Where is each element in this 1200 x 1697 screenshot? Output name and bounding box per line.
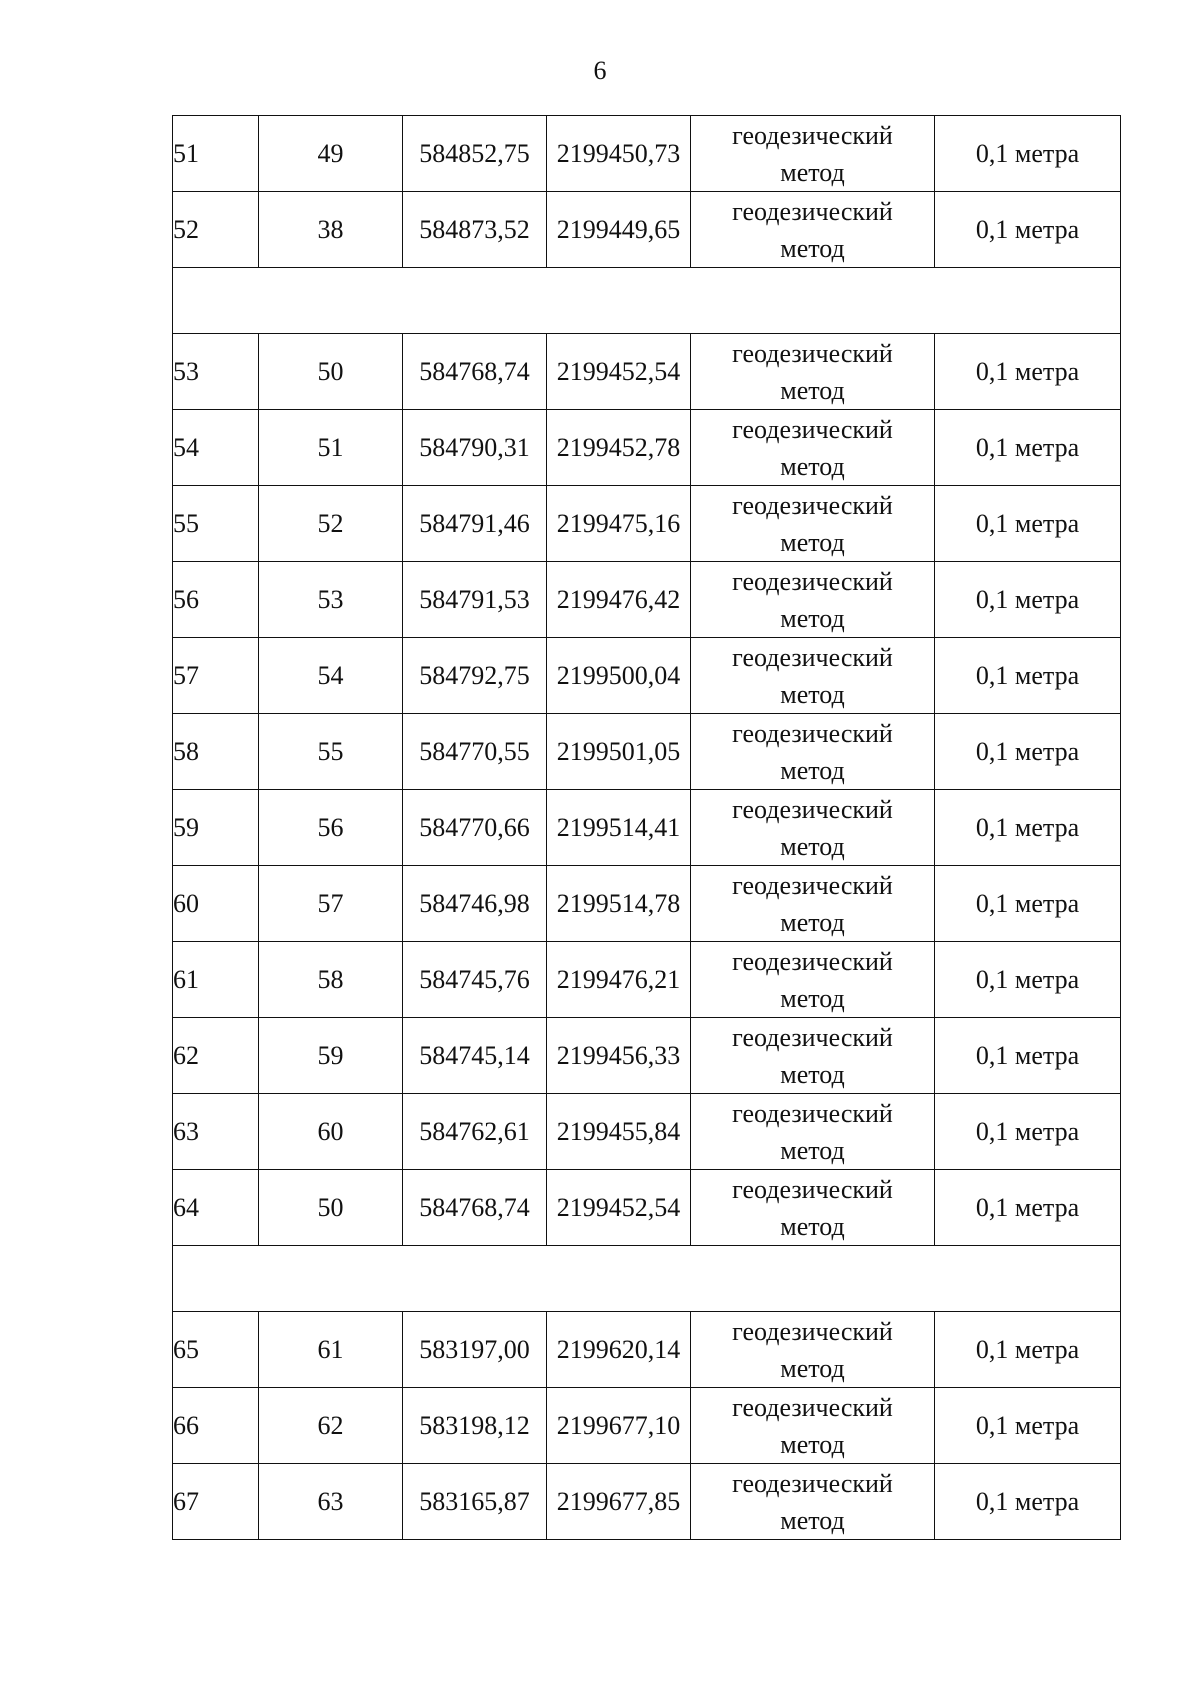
- prev-point-cell: 59: [259, 1018, 403, 1094]
- accuracy-cell: 0,1 метра: [935, 562, 1121, 638]
- y-coordinate-cell: 2199476,42: [547, 562, 691, 638]
- table-row: [173, 866, 1121, 942]
- x-coordinate-cell: 584768,74: [403, 334, 547, 410]
- table-row: [173, 638, 1121, 714]
- prev-point-cell: 49: [259, 116, 403, 192]
- method-line-2: метод: [780, 1353, 845, 1383]
- accuracy-cell: 0,1 метра: [935, 334, 1121, 410]
- method-cell: [691, 1388, 935, 1464]
- method-line-2: метод: [780, 451, 845, 481]
- method-line-2: метод: [780, 907, 845, 937]
- method-line-1: геодезический: [732, 642, 893, 672]
- point-number-cell: 60: [173, 866, 259, 942]
- y-coordinate-cell: 2199452,78: [547, 410, 691, 486]
- point-number-cell: 62: [173, 1018, 259, 1094]
- prev-point-cell: 60: [259, 1094, 403, 1170]
- method-line-1: геодезический: [732, 946, 893, 976]
- coordinates-table-body: [173, 116, 1121, 1540]
- method-line-2: метод: [780, 1429, 845, 1459]
- accuracy-cell: 0,1 метра: [935, 116, 1121, 192]
- table-row: [173, 116, 1121, 192]
- x-coordinate-cell: 584770,66: [403, 790, 547, 866]
- table-row: [173, 1464, 1121, 1540]
- x-coordinate-cell: 584746,98: [403, 866, 547, 942]
- y-coordinate-cell: 2199620,14: [547, 1312, 691, 1388]
- method-line-2: метод: [780, 375, 845, 405]
- accuracy-cell: 0,1 метра: [935, 1094, 1121, 1170]
- method-cell: [691, 1018, 935, 1094]
- prev-point-cell: 58: [259, 942, 403, 1018]
- method-cell: [691, 116, 935, 192]
- method-cell: [691, 714, 935, 790]
- table-row: [173, 334, 1121, 410]
- method-cell: [691, 486, 935, 562]
- x-coordinate-cell: 584770,55: [403, 714, 547, 790]
- accuracy-cell: 0,1 метра: [935, 638, 1121, 714]
- point-number-cell: 55: [173, 486, 259, 562]
- method-cell: [691, 866, 935, 942]
- x-coordinate-cell: 584852,75: [403, 116, 547, 192]
- table-row: [173, 1388, 1121, 1464]
- accuracy-cell: 0,1 метра: [935, 410, 1121, 486]
- prev-point-cell: 57: [259, 866, 403, 942]
- method-line-1: геодезический: [732, 196, 893, 226]
- method-cell: [691, 410, 935, 486]
- method-line-1: геодезический: [732, 1174, 893, 1204]
- x-coordinate-cell: 584873,52: [403, 192, 547, 268]
- method-cell: [691, 1094, 935, 1170]
- accuracy-cell: 0,1 метра: [935, 1388, 1121, 1464]
- method-cell: [691, 1170, 935, 1246]
- method-line-1: геодезический: [732, 870, 893, 900]
- prev-point-cell: 38: [259, 192, 403, 268]
- x-coordinate-cell: 584768,74: [403, 1170, 547, 1246]
- method-line-1: геодезический: [732, 1098, 893, 1128]
- method-line-1: геодезический: [732, 1468, 893, 1498]
- point-number-cell: 56: [173, 562, 259, 638]
- accuracy-cell: 0,1 метра: [935, 192, 1121, 268]
- y-coordinate-cell: 2199677,85: [547, 1464, 691, 1540]
- method-line-2: метод: [780, 157, 845, 187]
- method-line-2: метод: [780, 679, 845, 709]
- prev-point-cell: 52: [259, 486, 403, 562]
- table-row: [173, 1094, 1121, 1170]
- table-row: [173, 1170, 1121, 1246]
- x-coordinate-cell: 584791,53: [403, 562, 547, 638]
- page-number: 6: [593, 56, 607, 85]
- method-cell: [691, 562, 935, 638]
- x-coordinate-cell: 584745,14: [403, 1018, 547, 1094]
- table-row: [173, 1312, 1121, 1388]
- prev-point-cell: 50: [259, 334, 403, 410]
- point-number-cell: 51: [173, 116, 259, 192]
- coordinates-table: [172, 115, 1121, 1540]
- accuracy-cell: 0,1 метра: [935, 942, 1121, 1018]
- method-line-1: геодезический: [732, 718, 893, 748]
- method-line-2: метод: [780, 983, 845, 1013]
- method-cell: [691, 334, 935, 410]
- method-line-1: геодезический: [732, 1316, 893, 1346]
- prev-point-cell: 63: [259, 1464, 403, 1540]
- table-row: [173, 942, 1121, 1018]
- table-row: [173, 1018, 1121, 1094]
- method-line-1: геодезический: [732, 794, 893, 824]
- separator-row: [173, 1246, 1121, 1312]
- method-line-1: геодезический: [732, 414, 893, 444]
- point-number-cell: 63: [173, 1094, 259, 1170]
- method-line-2: метод: [780, 1135, 845, 1165]
- x-coordinate-cell: 583198,12: [403, 1388, 547, 1464]
- table-row: [173, 790, 1121, 866]
- y-coordinate-cell: 2199476,21: [547, 942, 691, 1018]
- method-line-2: метод: [780, 831, 845, 861]
- method-line-2: метод: [780, 1211, 845, 1241]
- y-coordinate-cell: 2199514,78: [547, 866, 691, 942]
- method-line-1: геодезический: [732, 120, 893, 150]
- prev-point-cell: 56: [259, 790, 403, 866]
- x-coordinate-cell: 584762,61: [403, 1094, 547, 1170]
- method-line-2: метод: [780, 1059, 845, 1089]
- method-cell: [691, 638, 935, 714]
- method-line-1: геодезический: [732, 338, 893, 368]
- method-line-1: геодезический: [732, 1392, 893, 1422]
- prev-point-cell: 54: [259, 638, 403, 714]
- point-number-cell: 54: [173, 410, 259, 486]
- y-coordinate-cell: 2199475,16: [547, 486, 691, 562]
- accuracy-cell: 0,1 метра: [935, 714, 1121, 790]
- table-row: [173, 192, 1121, 268]
- prev-point-cell: 50: [259, 1170, 403, 1246]
- y-coordinate-cell: 2199677,10: [547, 1388, 691, 1464]
- accuracy-cell: 0,1 метра: [935, 790, 1121, 866]
- method-cell: [691, 942, 935, 1018]
- x-coordinate-cell: 584792,75: [403, 638, 547, 714]
- y-coordinate-cell: 2199455,84: [547, 1094, 691, 1170]
- method-line-1: геодезический: [732, 1022, 893, 1052]
- accuracy-cell: 0,1 метра: [935, 1464, 1121, 1540]
- table-row: [173, 410, 1121, 486]
- method-cell: [691, 790, 935, 866]
- point-number-cell: 57: [173, 638, 259, 714]
- point-number-cell: 64: [173, 1170, 259, 1246]
- y-coordinate-cell: 2199501,05: [547, 714, 691, 790]
- x-coordinate-cell: 584790,31: [403, 410, 547, 486]
- method-line-2: метод: [780, 755, 845, 785]
- point-number-cell: 59: [173, 790, 259, 866]
- separator-row: [173, 268, 1121, 334]
- x-coordinate-cell: 583165,87: [403, 1464, 547, 1540]
- separator-cell: [173, 268, 1121, 334]
- point-number-cell: 67: [173, 1464, 259, 1540]
- table-row: [173, 562, 1121, 638]
- point-number-cell: 52: [173, 192, 259, 268]
- x-coordinate-cell: 584745,76: [403, 942, 547, 1018]
- prev-point-cell: 51: [259, 410, 403, 486]
- method-cell: [691, 1464, 935, 1540]
- prev-point-cell: 55: [259, 714, 403, 790]
- separator-cell: [173, 1246, 1121, 1312]
- method-cell: [691, 192, 935, 268]
- y-coordinate-cell: 2199450,73: [547, 116, 691, 192]
- y-coordinate-cell: 2199500,04: [547, 638, 691, 714]
- point-number-cell: 61: [173, 942, 259, 1018]
- point-number-cell: 58: [173, 714, 259, 790]
- accuracy-cell: 0,1 метра: [935, 866, 1121, 942]
- y-coordinate-cell: 2199514,41: [547, 790, 691, 866]
- y-coordinate-cell: 2199452,54: [547, 1170, 691, 1246]
- method-line-2: метод: [780, 1505, 845, 1535]
- method-cell: [691, 1312, 935, 1388]
- x-coordinate-cell: 584791,46: [403, 486, 547, 562]
- accuracy-cell: 0,1 метра: [935, 1018, 1121, 1094]
- point-number-cell: 53: [173, 334, 259, 410]
- prev-point-cell: 61: [259, 1312, 403, 1388]
- accuracy-cell: 0,1 метра: [935, 486, 1121, 562]
- method-line-2: метод: [780, 527, 845, 557]
- y-coordinate-cell: 2199449,65: [547, 192, 691, 268]
- method-line-2: метод: [780, 233, 845, 263]
- point-number-cell: 66: [173, 1388, 259, 1464]
- accuracy-cell: 0,1 метра: [935, 1170, 1121, 1246]
- method-line-1: геодезический: [732, 566, 893, 596]
- accuracy-cell: 0,1 метра: [935, 1312, 1121, 1388]
- prev-point-cell: 53: [259, 562, 403, 638]
- table-row: [173, 714, 1121, 790]
- y-coordinate-cell: 2199456,33: [547, 1018, 691, 1094]
- point-number-cell: 65: [173, 1312, 259, 1388]
- x-coordinate-cell: 583197,00: [403, 1312, 547, 1388]
- method-line-1: геодезический: [732, 490, 893, 520]
- method-line-2: метод: [780, 603, 845, 633]
- prev-point-cell: 62: [259, 1388, 403, 1464]
- table-row: [173, 486, 1121, 562]
- y-coordinate-cell: 2199452,54: [547, 334, 691, 410]
